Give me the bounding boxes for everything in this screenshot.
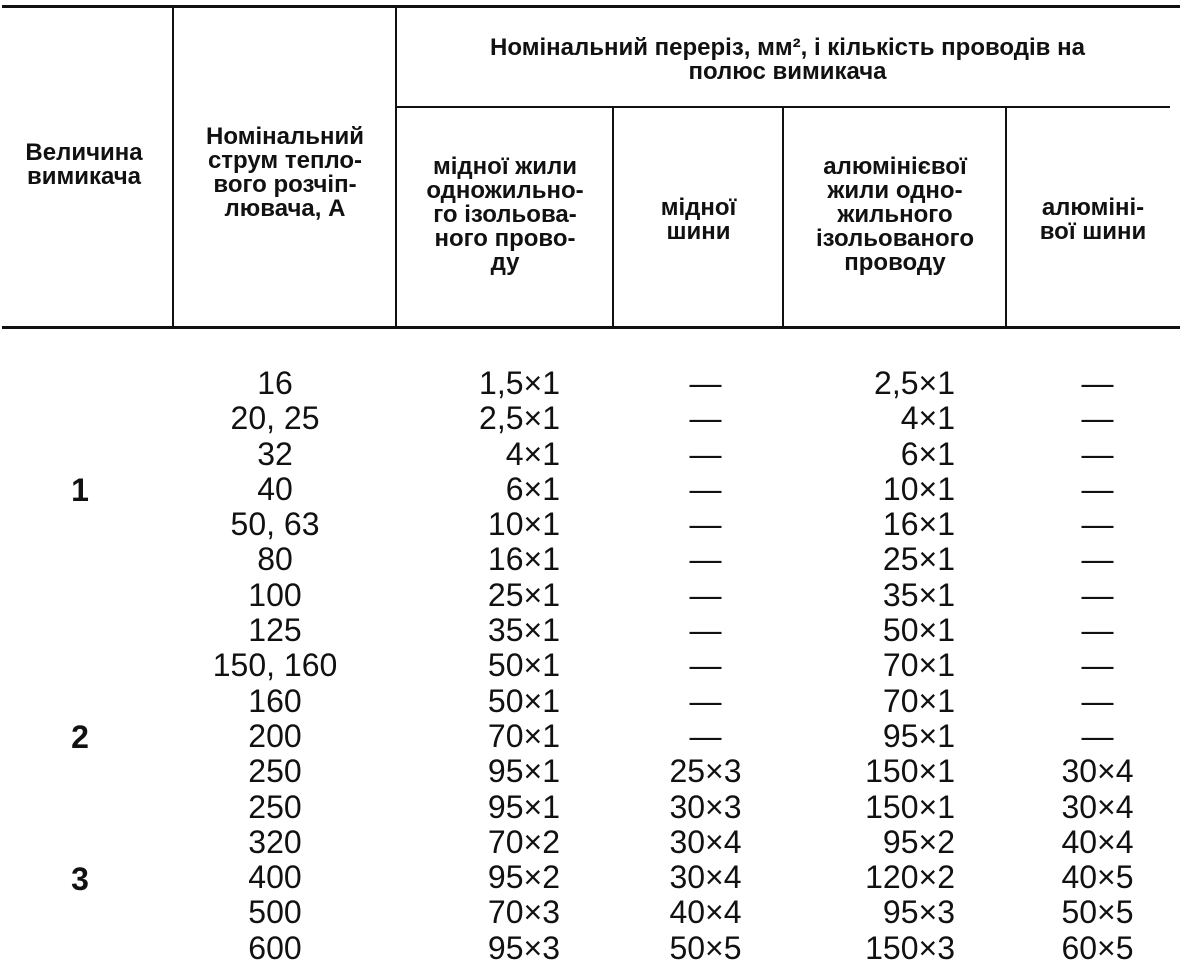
cell-aluminium-bus: — (1081, 365, 1114, 401)
group-label-1: 1 (71, 472, 89, 508)
header-size: Величина вимикача (25, 139, 143, 190)
cell-aluminium-bus: 50×5 (1061, 894, 1134, 931)
column-copper-wire (400, 366, 560, 966)
cell-current: 320 (248, 823, 302, 860)
cell-copper-bus: 25×3 (669, 753, 742, 790)
cell-aluminium-wire: 10×1 (882, 470, 955, 507)
cell-copper-bus: — (689, 506, 722, 543)
group-label-3: 3 (71, 861, 89, 897)
cell-copper-wire: 70×3 (487, 894, 560, 931)
column-divider-4 (782, 108, 784, 326)
cell-copper-wire: 16×1 (487, 541, 560, 578)
cell-aluminium-wire: 150×3 (865, 929, 955, 966)
cell-copper-bus: 40×4 (669, 894, 742, 931)
cell-current: 32 (257, 435, 293, 472)
group-label-2: 2 (71, 719, 89, 755)
cell-aluminium-bus: 30×4 (1061, 788, 1134, 825)
cell-copper-bus: — (689, 541, 722, 578)
cell-copper-wire: 35×1 (487, 612, 560, 649)
cell-current: 400 (248, 859, 302, 896)
cell-copper-wire: 95×1 (487, 788, 560, 825)
column-divider-1 (172, 8, 174, 326)
column-aluminium-wire (790, 366, 955, 966)
cell-copper-bus: — (689, 717, 722, 754)
cell-aluminium-bus: 30×4 (1061, 753, 1134, 790)
cell-copper-wire: 10×1 (487, 506, 560, 543)
cell-copper-wire: 95×3 (487, 929, 560, 966)
cell-copper-bus: — (689, 682, 722, 719)
cell-aluminium-bus: 40×4 (1061, 823, 1134, 860)
cell-aluminium-bus: — (1081, 470, 1114, 507)
column-divider-5 (1005, 108, 1007, 326)
column-divider-3 (612, 108, 614, 326)
cell-aluminium-wire: 120×2 (865, 859, 955, 896)
cell-aluminium-bus: — (1081, 506, 1114, 543)
cell-current: 160 (248, 682, 302, 719)
cell-aluminium-wire: 2,5×1 (874, 365, 955, 401)
cell-aluminium-wire: 150×1 (865, 788, 955, 825)
cell-current: 250 (248, 788, 302, 825)
cell-aluminium-wire: 150×1 (865, 753, 955, 790)
cell-aluminium-bus: — (1081, 400, 1114, 437)
cell-copper-bus: — (689, 400, 722, 437)
cell-current: 125 (248, 612, 302, 649)
header-bottom-rule (2, 326, 1180, 329)
cell-copper-bus: 30×3 (669, 788, 742, 825)
cell-aluminium-wire: 95×1 (882, 717, 955, 754)
cell-aluminium-bus: — (1081, 612, 1114, 649)
cell-copper-wire: 25×1 (487, 576, 560, 613)
cell-aluminium-bus: — (1081, 541, 1114, 578)
cell-aluminium-wire: 35×1 (882, 576, 955, 613)
cell-aluminium-bus: — (1081, 647, 1114, 684)
cell-copper-wire: 50×1 (487, 682, 560, 719)
cell-copper-wire: 95×1 (487, 753, 560, 790)
cell-current: 150, 160 (212, 647, 338, 684)
column-divider-2 (395, 8, 397, 326)
cell-copper-bus: — (689, 470, 722, 507)
header-cross-section-group: Номінальний переріз, мм², і кількість проводів на полюс вимикача (490, 34, 1085, 85)
cell-aluminium-wire: 6×1 (900, 435, 955, 472)
cell-aluminium-bus: 60×5 (1061, 929, 1134, 966)
cell-copper-bus: — (689, 365, 722, 401)
cell-copper-bus: 30×4 (669, 859, 742, 896)
cell-current: 600 (248, 929, 302, 966)
cell-aluminium-bus: — (1081, 435, 1114, 472)
cell-copper-bus: — (689, 647, 722, 684)
cell-current: 250 (248, 753, 302, 790)
cell-copper-bus: — (689, 576, 722, 613)
cell-aluminium-wire: 50×1 (882, 612, 955, 649)
cell-copper-wire: 2,5×1 (479, 400, 560, 437)
header-aluminium-wire: алюмінієвої жили одно- жильного ізольованого проводу (815, 153, 974, 276)
top-rule (2, 5, 1180, 8)
cell-current: 20, 25 (230, 400, 320, 437)
cell-current: 80 (257, 541, 293, 578)
header-copper-bus: мідної шини (660, 194, 737, 245)
header-current: Номінальний струм тепло- вого розчіп- лювача, А (206, 123, 364, 222)
cell-copper-bus: — (689, 435, 722, 472)
cell-current: 100 (248, 576, 302, 613)
cell-copper-wire: 6×1 (505, 470, 560, 507)
cell-aluminium-wire: 95×2 (882, 823, 955, 860)
cell-aluminium-wire: 16×1 (882, 506, 955, 543)
cell-copper-wire: 4×1 (505, 435, 560, 472)
cell-aluminium-wire: 70×1 (882, 647, 955, 684)
cell-current: 50, 63 (230, 506, 320, 543)
column-copper-bus (618, 366, 793, 966)
cell-aluminium-wire: 95×3 (882, 894, 955, 931)
column-current (185, 366, 365, 966)
cell-aluminium-wire: 25×1 (882, 541, 955, 578)
cell-current: 200 (248, 717, 302, 754)
cell-aluminium-wire: 70×1 (882, 682, 955, 719)
cell-current: 500 (248, 894, 302, 931)
cell-copper-wire: 1,5×1 (479, 365, 560, 401)
cell-aluminium-wire: 4×1 (900, 400, 955, 437)
cell-aluminium-bus: 40×5 (1061, 859, 1134, 896)
cell-current: 40 (257, 470, 293, 507)
cell-current: 16 (257, 365, 293, 401)
cell-aluminium-bus: — (1081, 576, 1114, 613)
cell-copper-wire: 95×2 (487, 859, 560, 896)
cell-copper-wire: 50×1 (487, 647, 560, 684)
cell-copper-bus: — (689, 612, 722, 649)
header-aluminium-bus: алюміні- вої шини (1039, 194, 1147, 245)
column-aluminium-bus (1015, 366, 1180, 966)
cell-copper-wire: 70×2 (487, 823, 560, 860)
header-copper-wire: мідної жили одножильно- го ізольова- ного прово- ду (426, 153, 584, 276)
cell-copper-bus: 30×4 (669, 823, 742, 860)
cell-copper-bus: 50×5 (669, 929, 742, 966)
cell-aluminium-bus: — (1081, 717, 1114, 754)
cell-copper-wire: 70×1 (487, 717, 560, 754)
cell-aluminium-bus: — (1081, 682, 1114, 719)
